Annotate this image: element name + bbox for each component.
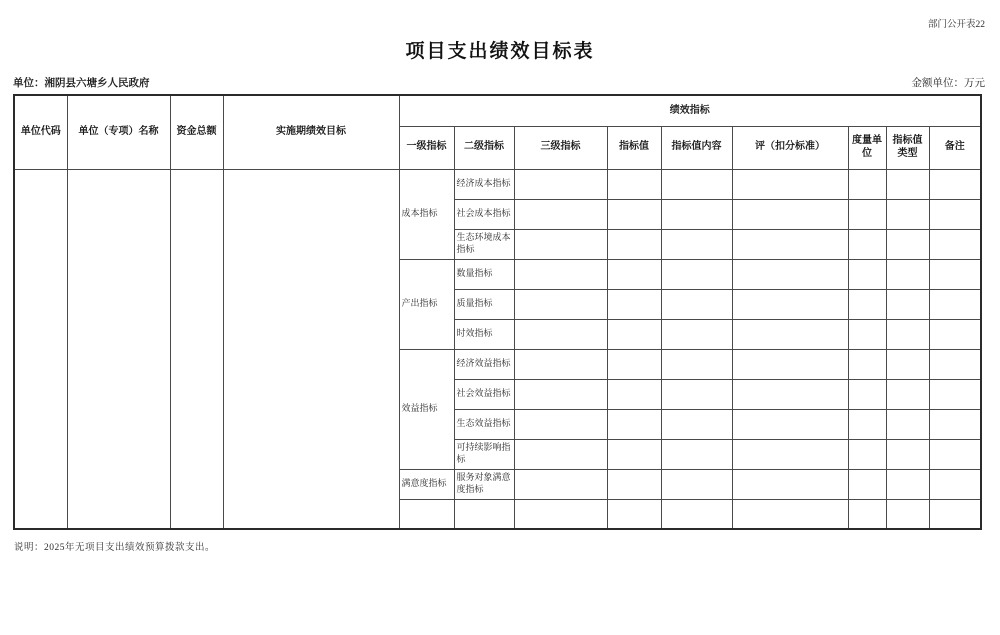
col-header-level1: 一级指标	[399, 126, 454, 169]
empty-cell	[661, 379, 732, 409]
empty-cell	[514, 349, 607, 379]
empty-cell	[607, 469, 661, 499]
level1-cost: 成本指标	[399, 169, 454, 259]
empty-cell	[886, 199, 929, 229]
empty-cell	[848, 439, 886, 469]
empty-cell	[661, 169, 732, 199]
level2-eco-benefit: 生态效益指标	[454, 409, 514, 439]
empty-cell	[661, 469, 732, 499]
empty-cell	[661, 199, 732, 229]
empty-cell	[607, 499, 661, 529]
empty-cell	[848, 499, 886, 529]
empty-cell	[848, 379, 886, 409]
empty-cell	[929, 169, 981, 199]
empty-cell	[886, 319, 929, 349]
empty-cell	[607, 199, 661, 229]
empty-cell	[732, 289, 848, 319]
empty-cell	[886, 259, 929, 289]
empty-cell	[732, 499, 848, 529]
empty-cell	[886, 229, 929, 259]
empty-cell	[732, 229, 848, 259]
empty-cell	[661, 319, 732, 349]
empty-cell	[732, 199, 848, 229]
empty-cell	[886, 409, 929, 439]
col-header-measure-unit: 度量单位	[848, 126, 886, 169]
level2-eco-env-cost: 生态环境成本指标	[454, 229, 514, 259]
empty-cell	[514, 169, 607, 199]
empty-cell	[514, 409, 607, 439]
empty-cell	[732, 169, 848, 199]
empty-cell	[848, 349, 886, 379]
meta-row	[13, 75, 985, 90]
empty-cell	[732, 439, 848, 469]
level1-benefit: 效益指标	[399, 349, 454, 469]
empty-cell	[848, 289, 886, 319]
impl-target-cell	[223, 169, 399, 529]
empty-cell	[514, 319, 607, 349]
level2-social-benefit: 社会效益指标	[454, 379, 514, 409]
empty-cell	[514, 439, 607, 469]
empty-cell	[848, 319, 886, 349]
empty-cell	[607, 349, 661, 379]
level1-output: 产出指标	[399, 259, 454, 349]
col-header-scoring-standard: 评（扣分标准）	[732, 126, 848, 169]
empty-cell	[514, 229, 607, 259]
empty-cell	[607, 379, 661, 409]
empty-cell	[399, 499, 454, 529]
empty-cell	[732, 319, 848, 349]
empty-cell	[732, 349, 848, 379]
level2-sustainable-impact: 可持续影响指标	[454, 439, 514, 469]
col-header-level2: 二级指标	[454, 126, 514, 169]
empty-cell	[929, 199, 981, 229]
level2-service-target-satisfaction: 服务对象满意度指标	[454, 469, 514, 499]
empty-cell	[661, 229, 732, 259]
empty-cell	[514, 289, 607, 319]
empty-cell	[848, 169, 886, 199]
empty-cell	[886, 169, 929, 199]
col-header-indicator-value: 指标值	[607, 126, 661, 169]
col-header-unit-name: 单位（专项）名称	[67, 95, 170, 169]
col-header-unit-code: 单位代码	[14, 95, 67, 169]
empty-cell	[929, 229, 981, 259]
empty-cell	[886, 349, 929, 379]
empty-cell	[848, 469, 886, 499]
level2-economic-benefit: 经济效益指标	[454, 349, 514, 379]
empty-cell	[886, 289, 929, 319]
empty-cell	[514, 469, 607, 499]
empty-cell	[514, 499, 607, 529]
empty-cell	[848, 229, 886, 259]
empty-cell	[886, 439, 929, 469]
empty-cell	[929, 439, 981, 469]
empty-cell	[929, 349, 981, 379]
empty-cell	[732, 469, 848, 499]
empty-cell	[732, 409, 848, 439]
level2-quantity: 数量指标	[454, 259, 514, 289]
level1-satisfaction: 满意度指标	[399, 469, 454, 499]
empty-cell	[607, 319, 661, 349]
level2-quality: 质量指标	[454, 289, 514, 319]
empty-cell	[607, 289, 661, 319]
col-header-level3: 三级指标	[514, 126, 607, 169]
empty-cell	[886, 499, 929, 529]
empty-cell	[929, 319, 981, 349]
col-header-impl-target: 实施期绩效目标	[223, 95, 399, 169]
empty-cell	[732, 379, 848, 409]
table-row	[14, 169, 981, 199]
empty-cell	[607, 409, 661, 439]
unit-name-cell	[67, 169, 170, 529]
unit-code-cell	[14, 169, 67, 529]
empty-cell	[929, 409, 981, 439]
empty-cell	[607, 229, 661, 259]
level2-social-cost: 社会成本指标	[454, 199, 514, 229]
empty-cell	[607, 259, 661, 289]
empty-cell	[929, 379, 981, 409]
corner-table-number: 部门公开表22	[927, 20, 985, 30]
empty-cell	[661, 499, 732, 529]
empty-cell	[661, 349, 732, 379]
empty-cell	[929, 259, 981, 289]
level2-economic-cost: 经济成本指标	[454, 169, 514, 199]
level2-timeliness: 时效指标	[454, 319, 514, 349]
empty-cell	[661, 289, 732, 319]
total-funds-cell	[170, 169, 223, 529]
col-header-performance-indicators: 绩效指标	[399, 95, 981, 126]
performance-target-table	[13, 94, 982, 530]
empty-cell	[454, 499, 514, 529]
empty-cell	[886, 379, 929, 409]
empty-cell	[514, 379, 607, 409]
col-header-indicator-value-content: 指标值内容	[661, 126, 732, 169]
empty-cell	[848, 259, 886, 289]
empty-cell	[661, 259, 732, 289]
empty-cell	[929, 469, 981, 499]
empty-cell	[848, 409, 886, 439]
empty-cell	[514, 199, 607, 229]
empty-cell	[929, 499, 981, 529]
empty-cell	[514, 259, 607, 289]
unit-label: 单位：湘阴县六塘乡人民政府	[13, 78, 150, 89]
empty-cell	[661, 439, 732, 469]
empty-cell	[929, 289, 981, 319]
empty-cell	[607, 439, 661, 469]
col-header-total-funds: 资金总额	[170, 95, 223, 169]
note: 说明：2025年无项目支出绩效预算拨款支出。	[14, 543, 216, 553]
empty-cell	[661, 409, 732, 439]
amount-unit-label: 金额单位：万元	[911, 78, 985, 89]
empty-cell	[848, 199, 886, 229]
col-header-value-type: 指标值类型	[886, 126, 929, 169]
empty-cell	[886, 469, 929, 499]
empty-cell	[607, 169, 661, 199]
page-title: 项目支出绩效目标表	[405, 41, 595, 62]
col-header-remarks: 备注	[929, 126, 981, 169]
empty-cell	[732, 259, 848, 289]
